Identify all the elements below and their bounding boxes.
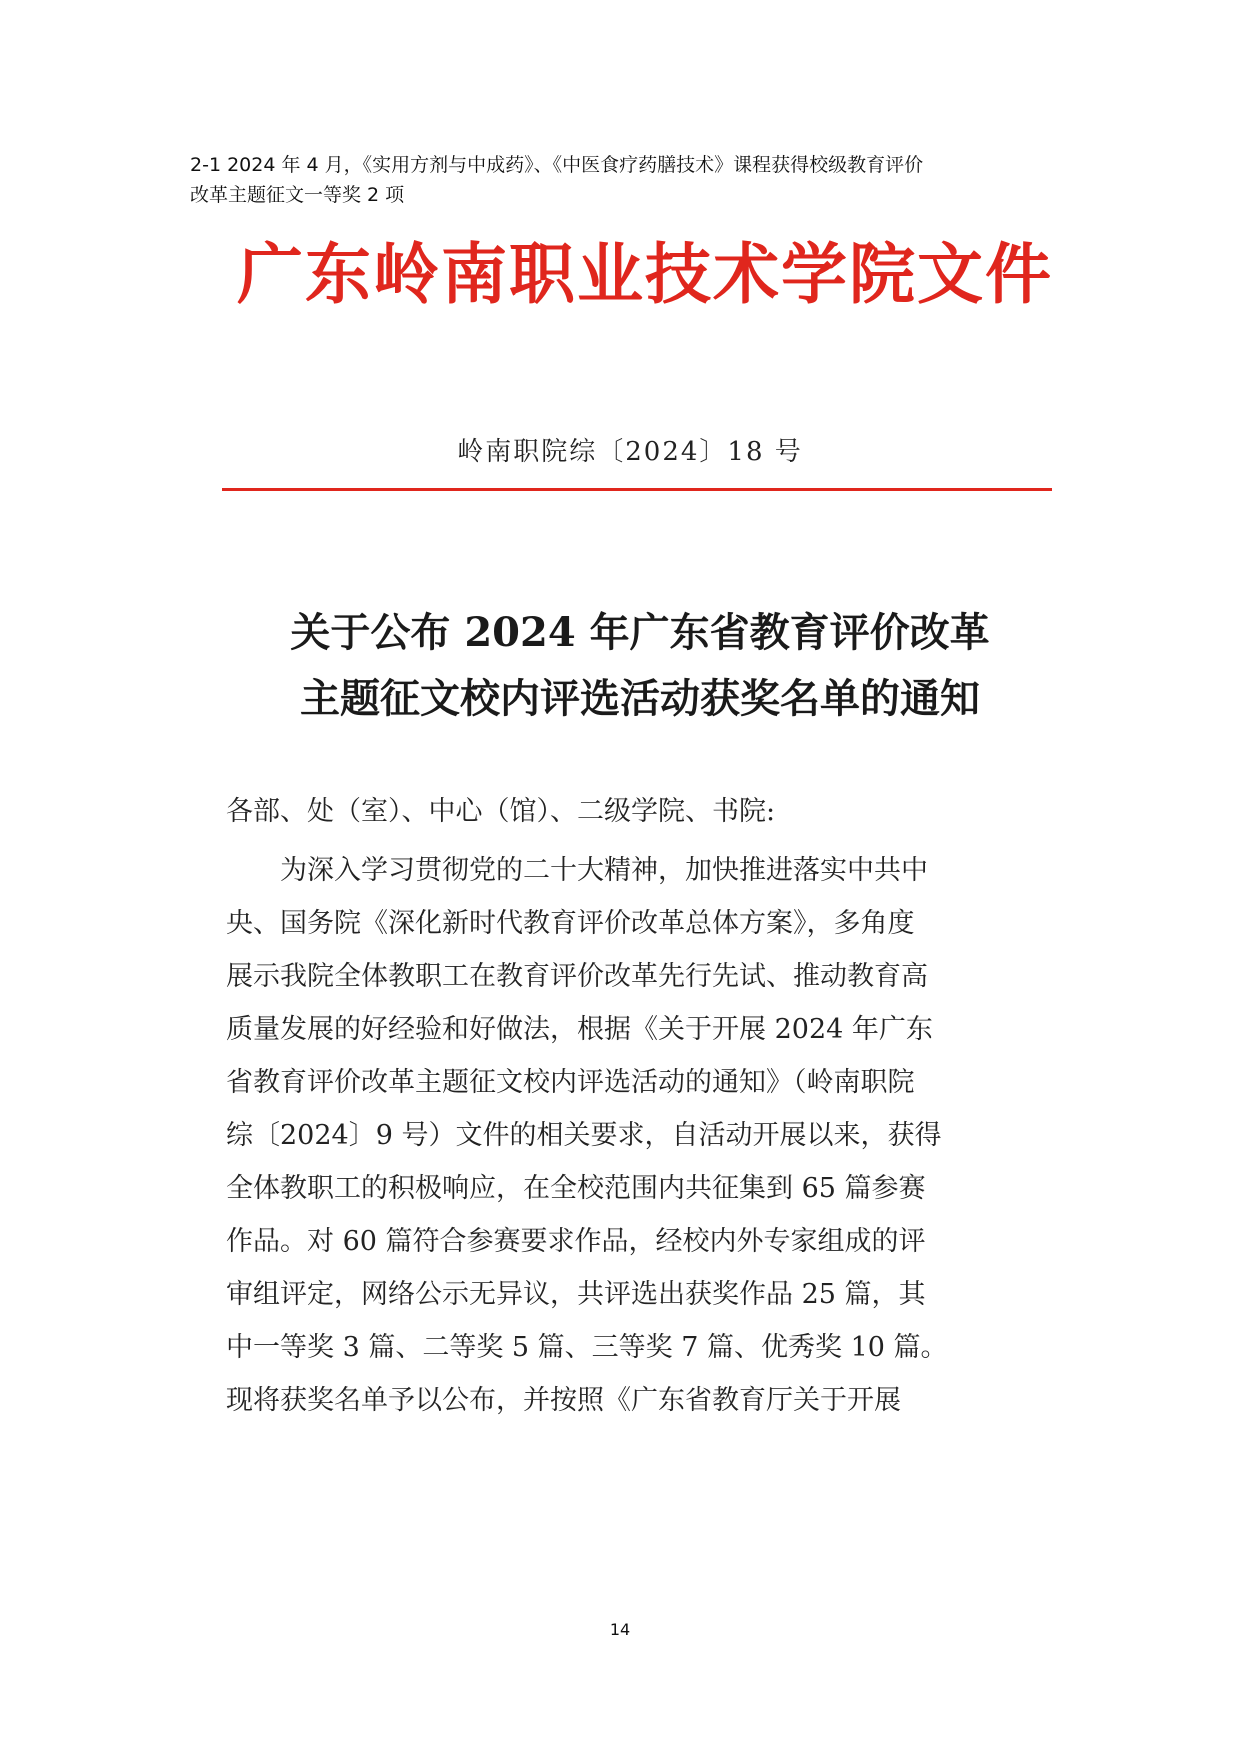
document-body [226,844,1026,1427]
body-line: 为深入学习贯彻党的二十大精神，加快推进落实中共中 [280,855,928,886]
red-divider-line [222,488,1052,491]
body-line: 全体教职工的积极响应，在全校范围内共征集到 65 篇参赛 [226,1173,926,1204]
body-line: 央、国务院《深化新时代教育评价改革总体方案》，多角度 [226,908,915,939]
body-line: 质量发展的好经验和好做法，根据《关于开展 2024 年广东 [226,1014,933,1045]
body-line: 省教育评价改革主题征文校内评选活动的通知》（岭南职院 [226,1067,915,1098]
document-title [240,600,1040,732]
body-line: 综〔2024〕9 号）文件的相关要求，自活动开展以来，获得 [226,1120,942,1151]
page-number: 14 [609,1620,631,1639]
title-line-2: 主题征文校内评选活动获奖名单的通知 [300,675,980,722]
document-salutation: 各部、处（室）、中心（馆）、二级学院、书院: [226,796,776,827]
body-line: 作品。对 60 篇符合参赛要求作品，经校内外专家组成的评 [226,1226,926,1257]
body-line: 展示我院全体教职工在教育评价改革先行先试、推动教育高 [226,961,928,992]
body-line: 中一等奖 3 篇、二等奖 5 篇、三等奖 7 篇、优秀奖 10 篇。 [226,1332,948,1363]
scanned-document [200,232,1060,1472]
body-line: 审组评定，网络公示无异议，共评选出获奖作品 25 篇，其 [226,1279,926,1310]
document-number: 岭南职院综〔2024〕18 号 [457,437,803,467]
title-line-1: 关于公布 2024 年广东省教育评价改革 [290,609,990,656]
body-line: 现将获奖名单予以公布，并按照《广东省教育厅关于开展 [226,1385,901,1416]
header-note-line-2: 改革主题征文一等奖 2 项 [190,184,405,206]
document-masthead: 广东岭南职业技术学院文件 [237,235,1053,313]
page-header-note [190,150,1060,210]
header-note-line-1: 2-1 2024 年 4 月，《实用方剂与中成药》、《中医食疗药膳技术》课程获得校级教育评价 [190,154,924,176]
